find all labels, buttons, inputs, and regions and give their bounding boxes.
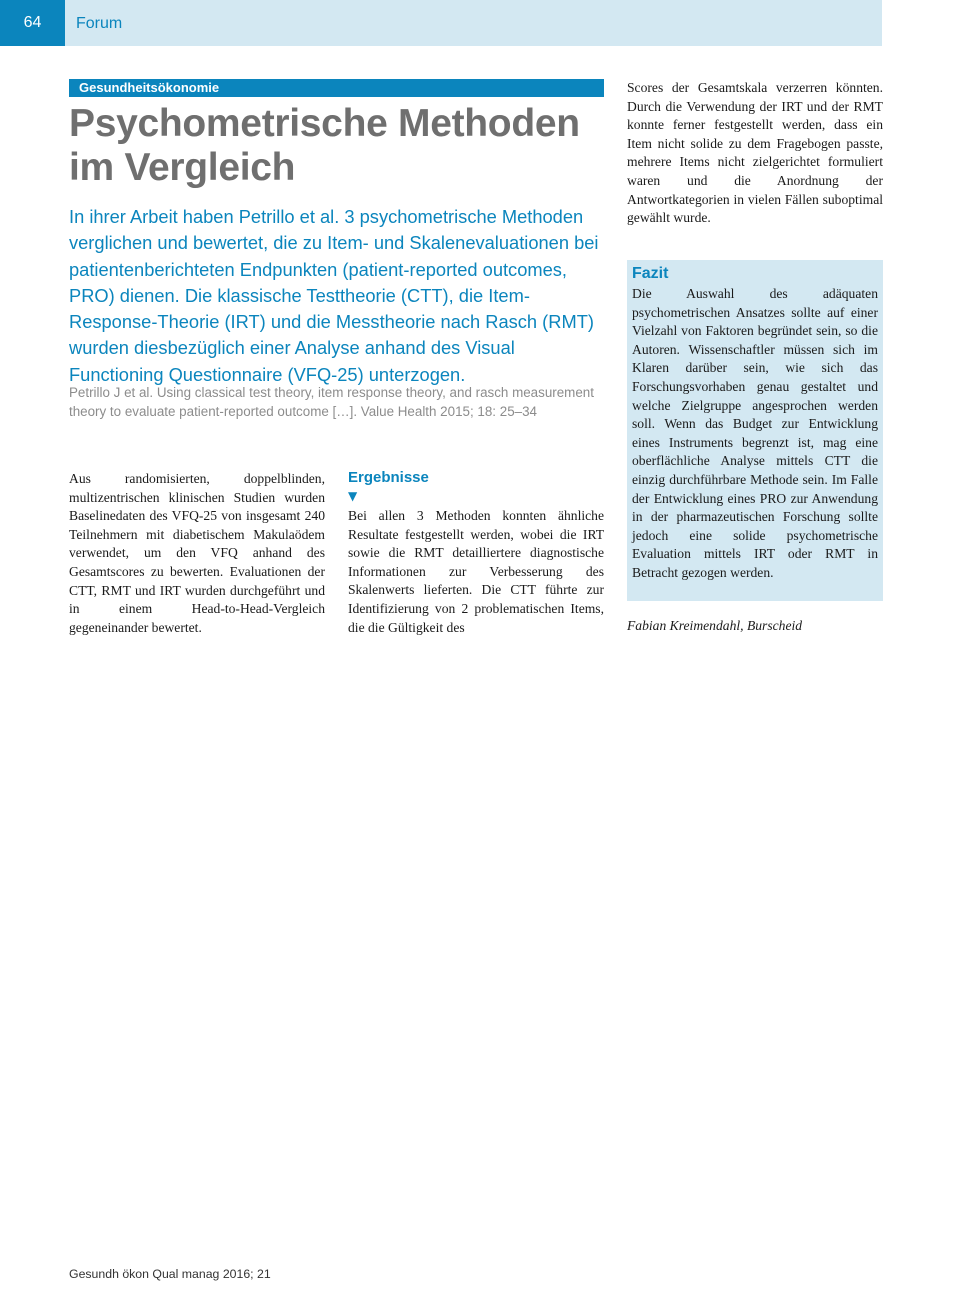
article-lead: In ihrer Arbeit haben Petrillo et al. 3 psychometrische Methoden verglichen und bewertet, die zu Item- und Skalenevaluationen bei patientenberichteten Endpunkten (patient-reported outcomes, PRO) dienen. Die klassische Testtheorie (CTT), die Item-Response-Theorie (IRT) und die Messtheorie nach Rasch (RMT) wurden diesbezüglich einer Analyse anhand des Visual Functioning Questionnaire (VFQ-25) unterzogen.: [69, 206, 599, 385]
intro-paragraph: Aus randomisierten, doppelblinden, multizentrischen klinischen Studien wurden Baselinedaten des VFQ-25 von insgesamt 240 Teilnehmern mit diabetischem Makulaödem verwendet, um den VFQ anhand des Gesamtscores zu bewerten. Evaluationen der CTT, RMT und IRT wurden durchgeführt und in einem Head-to-Head-Vergleich gegeneinander bewertet.: [69, 471, 325, 635]
column-right: [627, 79, 883, 228]
column-middle: [348, 468, 604, 637]
fazit-paragraph: Die Auswahl des adäquaten psychometrischen Ansatzes sollte auf einer Vielzahl von Faktoren begründet sein, so die Autoren. Wissenschaftler müssen sich im Klaren darüber sein, wie sich das Forschungsvorhaben genau gestaltet und welche Zielgruppe angesprochen werden soll. Wenn das Budget zur Entwicklung eines Instruments begrenzt ist, mag eine oberflächliche Analyse mittels CTT die einzig durchführbare Methode sein. Im Falle der Entwicklung eines PRO zur Anwendung in der pharmazeutischen Forschung sollte jedoch eine solide psychometrische Evaluation mittels IRT oder RMT in Betracht gezogen werden.: [632, 286, 878, 580]
fazit-box: [627, 260, 883, 601]
section-label: Forum: [76, 15, 123, 32]
header-bar: [0, 0, 882, 46]
results-paragraph: Bei allen 3 Methoden konnten ähnliche Resultate festgestellt werden, wobei die IRT sowie die RMT detailliertere diagnostische Informationen zur Verbesserung des Skalenwerts lieferten. Die CTT führte zur Identifizierung von 2 problematischen Items, die die Gültigkeit des: [348, 508, 604, 635]
fazit-heading: Fazit: [632, 265, 669, 282]
article-citation: Petrillo J et al. Using classical test theory, item response theory, and rasch measurement theory to evaluate patient-reported outcome […]. Value Health 2015; 18: 25–34: [69, 385, 594, 419]
author-credit: Fabian Kreimendahl, Burscheid: [627, 618, 803, 633]
article-title: Psychometrische Methoden im Vergleich: [69, 102, 580, 189]
triangle-down-icon: ▼: [348, 489, 358, 503]
footer-journal: Gesundh ökon Qual manag 2016; 21: [69, 1267, 271, 1281]
page-number: 64: [0, 0, 65, 46]
article-rubric: Gesundheitsökonomie: [69, 79, 604, 97]
results-heading: Ergebnisse: [348, 469, 429, 486]
results-continued-paragraph: Scores der Gesamtskala verzerren könnten. Durch die Verwendung der IRT und der RMT konnte ferner festgestellt werden, dass ein Item nicht solide zu dem Fragebogen passte, mehrere Items nicht zielgerichtet formuliert waren und die Anordnung der Antwortkategorien in vielen Fällen suboptimal gewählt wurde.: [627, 80, 883, 226]
column-left: [69, 470, 325, 637]
